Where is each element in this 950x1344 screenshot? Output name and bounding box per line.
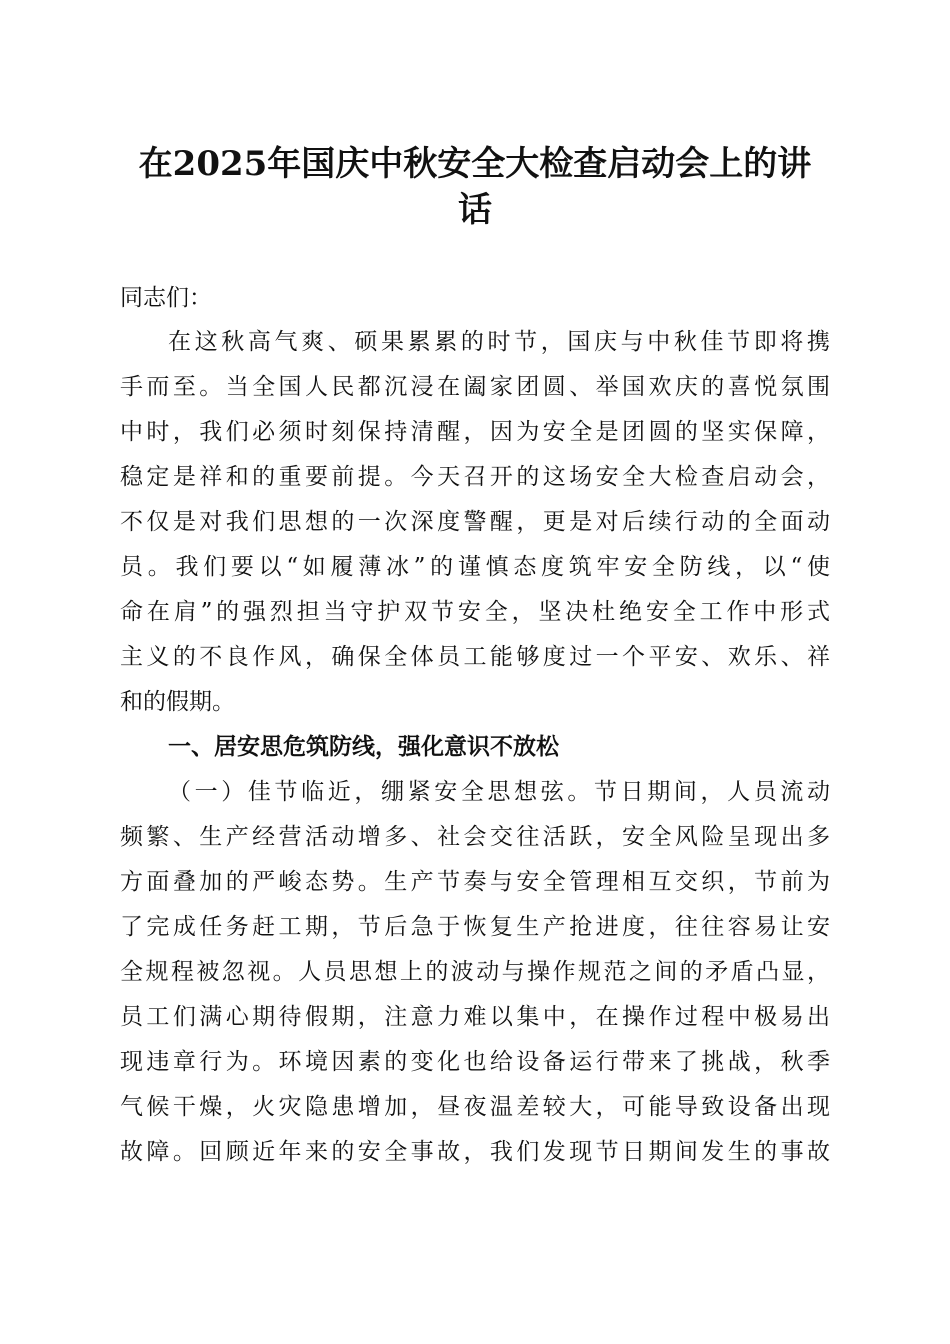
- intro-line: 命在肩”的强烈担当守护双节安全，坚决杜绝安全工作中形式: [120, 599, 830, 625]
- section-para-line: 全规程被忽视。人员思想上的波动与操作规范之间的矛盾凸显，: [120, 959, 830, 985]
- intro-line: 中时，我们必须时刻保持清醒，因为安全是团圆的坚实保障，: [120, 419, 830, 445]
- intro-line: 主义的不良作风，确保全体员工能够度过一个平安、欢乐、祥: [120, 644, 830, 670]
- section-para-line: 员工们满心期待假期，注意力难以集中，在操作过程中极易出: [120, 1004, 830, 1030]
- salutation: 同志们：: [120, 285, 212, 311]
- section-para-line: 了完成任务赶工期，节后急于恢复生产抢进度，往往容易让安: [120, 914, 830, 940]
- section-para-line: 气候干燥，火灾隐患增加，昼夜温差较大，可能导致设备出现: [120, 1094, 830, 1120]
- section-para-line: 频繁、生产经营活动增多、社会交往活跃，安全风险呈现出多: [120, 824, 830, 850]
- section-heading: 一、居安思危筑防线，强化意识不放松: [168, 734, 559, 760]
- intro-line: 员。我们要以“如履薄冰”的谨慎态度筑牢安全防线，以“使: [120, 554, 830, 580]
- section-para-line: 现违章行为。环境因素的变化也给设备运行带来了挑战，秋季: [120, 1049, 830, 1075]
- intro-line: 手而至。当全国人民都沉浸在阖家团圆、举国欢庆的喜悦氛围: [120, 374, 830, 400]
- intro-line: 在这秋高气爽、硕果累累的时节，国庆与中秋佳节即将携: [168, 329, 830, 355]
- document-title-line-1: 在2025年国庆中秋安全大检查启动会上的讲: [138, 144, 812, 184]
- section-para-line: 故障。回顾近年来的安全事故，我们发现节日期间发生的事故: [120, 1139, 830, 1165]
- section-para-line: （一）佳节临近，绷紧安全思想弦。节日期间，人员流动: [168, 779, 830, 805]
- document-title-line-2: 话: [458, 190, 492, 230]
- section-para-line: 方面叠加的严峻态势。生产节奏与安全管理相互交织，节前为: [120, 869, 830, 895]
- intro-line: 和的假期。: [120, 689, 235, 715]
- intro-line: 不仅是对我们思想的一次深度警醒，更是对后续行动的全面动: [120, 509, 830, 535]
- intro-line: 稳定是祥和的重要前提。今天召开的这场安全大检查启动会，: [120, 464, 830, 490]
